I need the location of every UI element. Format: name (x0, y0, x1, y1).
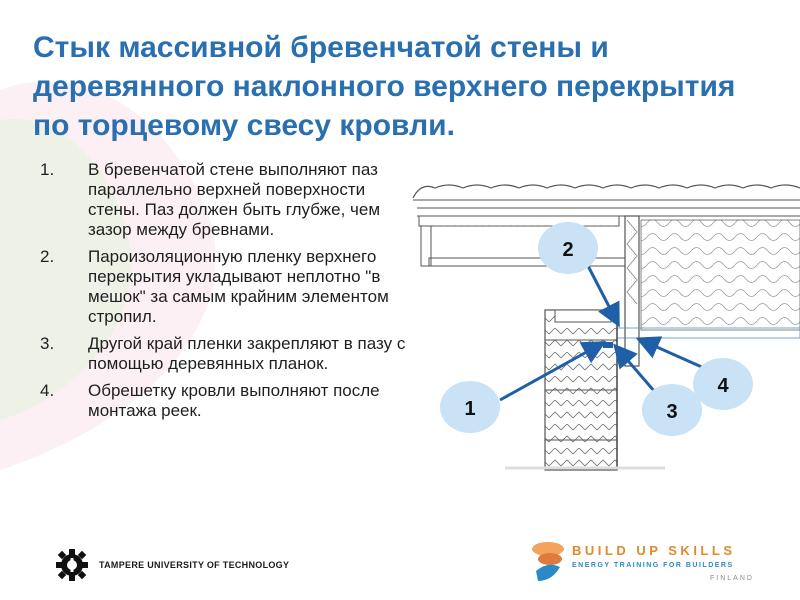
step-number: 1. (40, 160, 55, 179)
step-number: 4. (40, 381, 55, 400)
callout-1 (440, 381, 500, 433)
brand-main: BUILD UP SKILLS (572, 543, 736, 558)
callout-4 (693, 358, 753, 410)
rafter-end (625, 216, 639, 366)
step-text: Пароизоляционную пленку верхнего перекрытия укладывают неплотно "в мешок" за самым крайним элементом стропил. (88, 247, 389, 326)
brand-tagline: ENERGY TRAINING FOR BUILDERS (572, 562, 734, 569)
construction-diagram (405, 160, 800, 480)
university-name: TAMPERE UNIVERSITY OF TECHNOLOGY (99, 560, 290, 570)
brand-country: FINLAND (710, 575, 754, 582)
callout-3-label: 3 (666, 401, 678, 423)
gear-logo-icon (55, 548, 89, 582)
step-text: В бревенчатой стене выполняют паз параллельно верхней поверхности стены. Паз должен быть глубже, чем зазор между бревнами. (88, 160, 381, 239)
step-number: 2. (40, 247, 55, 266)
page-title: Стык массивной бревенчатой стены и деревянного наклонного верхнего перекрытия по торцевому свесу кровли. (33, 31, 736, 142)
steps-list (40, 160, 410, 428)
build-up-skills-brand (528, 535, 773, 590)
callout-2-label: 2 (562, 239, 574, 261)
university-brand (55, 548, 289, 582)
log-wall (505, 310, 665, 470)
step-number: 3. (40, 334, 55, 353)
step-item (40, 160, 410, 240)
roof-insulation (617, 220, 800, 338)
callout-3 (642, 384, 702, 436)
callout-4-label: 4 (717, 375, 729, 397)
step-text: Другой край пленки закрепляют в пазу с помощью деревянных планок. (88, 334, 406, 373)
step-item (40, 247, 410, 327)
callout-1-label: 1 (464, 398, 476, 420)
step-item (40, 381, 410, 421)
step-item (40, 334, 410, 374)
callout-2 (538, 222, 598, 274)
build-up-skills-logo-icon (528, 537, 570, 587)
roof-tiles (413, 185, 800, 216)
step-text: Обрешетку кровли выполняют после монтажа реек. (88, 381, 380, 420)
